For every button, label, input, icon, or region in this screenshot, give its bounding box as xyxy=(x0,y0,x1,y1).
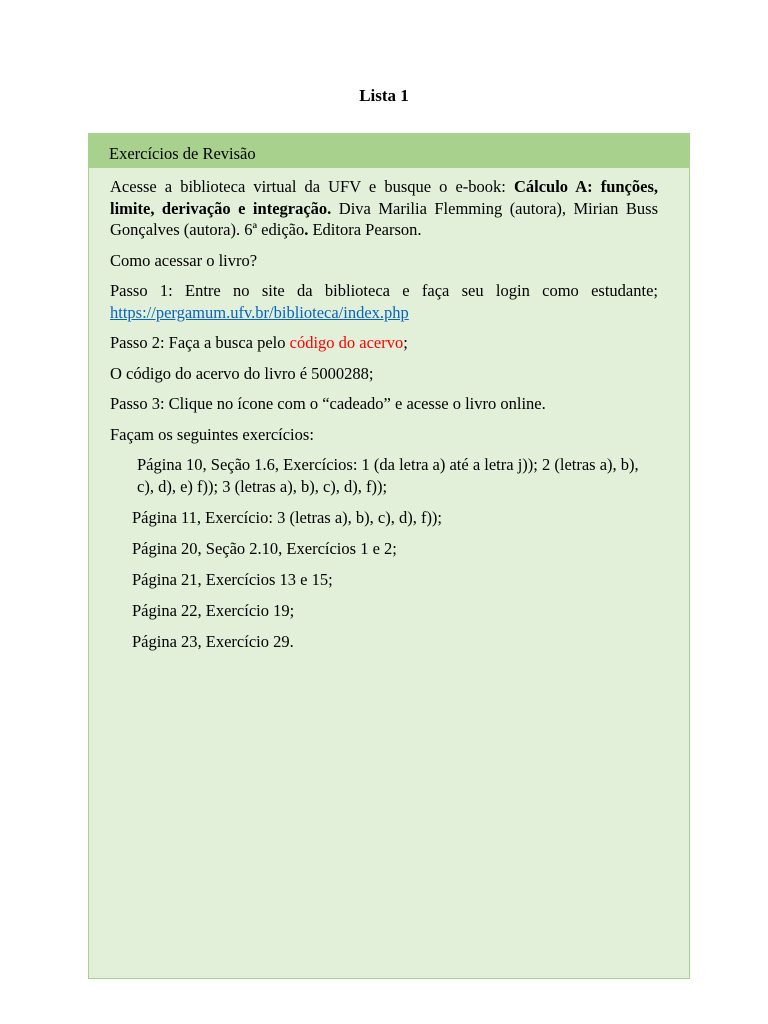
exercise-item: Página 23, Exercício 29. xyxy=(132,631,294,651)
intro-paragraph xyxy=(110,176,658,241)
library-link[interactable]: https://pergamum.ufv.br/biblioteca/index.php xyxy=(110,302,409,322)
code-line: O código do acervo do livro é 5000288; xyxy=(110,363,374,383)
step-2-highlight: código do acervo xyxy=(289,333,404,352)
box-header: Exercícios de Revisão xyxy=(89,134,689,168)
exercise-item-text: Página 10, Seção 1.6, Exercícios: 1 (da letra a) até a letra j)); 2 (letras a), b), c), d), e) f)); 3 (letras a), b), c), d), f)); xyxy=(137,455,639,496)
step-2-end: ; xyxy=(403,333,408,352)
page-title: Lista 1 xyxy=(359,86,409,105)
step-2-text: Passo 2: Faça a busca pelo xyxy=(110,333,290,352)
intro-authors: Diva Marilia Flemming (autora), Mirian Buss Gonçalves (autora). 6ª edição xyxy=(110,198,658,239)
step-1-text: Passo 1: Entre no site da biblioteca e faça seu login como estudante; xyxy=(110,281,658,300)
step-1 xyxy=(110,280,658,323)
box-body xyxy=(89,168,689,652)
how-to-question: Como acessar o livro? xyxy=(110,250,258,270)
exercise-item: Página 21, Exercícios 13 e 15; xyxy=(132,569,333,589)
intro-text: Acesse a biblioteca virtual da UFV e busque o e-book: xyxy=(110,177,514,196)
step-2 xyxy=(110,332,658,354)
exercise-item: Página 22, Exercício 19; xyxy=(132,600,295,620)
exercise-item: Página 11, Exercício: 3 (letras a), b), c), d), f)); xyxy=(132,507,443,527)
intro-publisher: Editora Pearson. xyxy=(308,220,422,239)
review-exercises-box xyxy=(88,133,690,979)
exercise-item xyxy=(110,454,658,497)
exercise-item: Página 20, Seção 2.10, Exercícios 1 e 2; xyxy=(132,538,397,558)
book-title: Cálculo A: funções, limite, derivação e integração. xyxy=(110,177,658,218)
intro-dot: . xyxy=(304,220,309,239)
step-3: Passo 3: Clique no ícone com o “cadeado” e acesse o livro online. xyxy=(110,394,546,413)
exercises-intro: Façam os seguintes exercícios: xyxy=(110,424,314,444)
